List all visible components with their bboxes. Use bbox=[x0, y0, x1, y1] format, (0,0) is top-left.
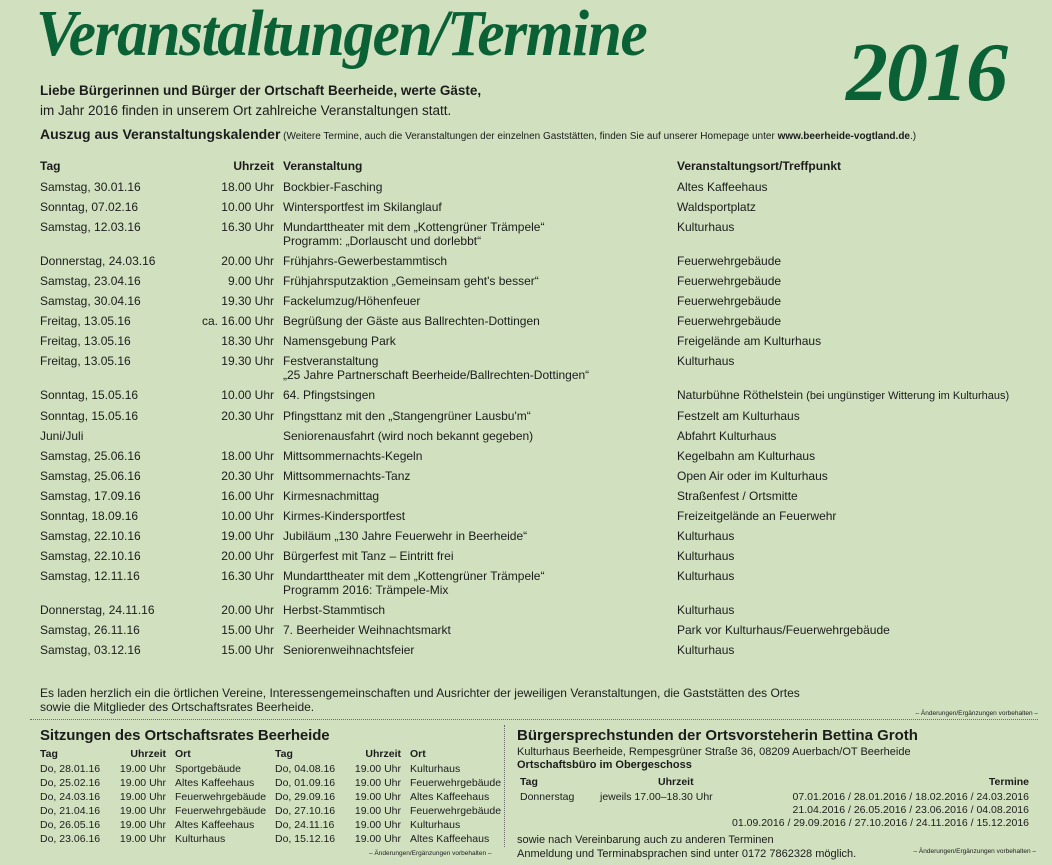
event-subtitle-line: Programm 2016: Trämpele-Mix bbox=[283, 583, 449, 597]
event-day: Freitag, 13.05.16 bbox=[40, 354, 131, 368]
event-day: Juni/Juli bbox=[40, 429, 84, 443]
event-day: Donnerstag, 24.03.16 bbox=[40, 254, 156, 268]
event-location bbox=[653, 294, 1040, 308]
page-title: Veranstaltungen/Termine bbox=[36, 0, 647, 70]
event-time: 10.00 Uhr bbox=[221, 509, 274, 523]
event-location-name: Kulturhaus bbox=[677, 569, 735, 583]
events-table-body bbox=[40, 177, 1040, 660]
office-dates-line: 21.04.2016 / 26.05.2016 / 23.06.2016 / 04.08.2016 bbox=[792, 804, 1029, 816]
council-day: Do, 23.06.16 bbox=[40, 833, 101, 845]
event-location bbox=[653, 623, 1040, 637]
event-day: Samstag, 17.09.16 bbox=[40, 489, 141, 503]
intro-text: im Jahr 2016 finden in unserem Ort zahlreiche Veranstaltungen statt. bbox=[40, 103, 452, 118]
event-time: 16.30 Uhr bbox=[221, 220, 274, 234]
council-header-row bbox=[275, 747, 501, 762]
event-title-line: Frühjahrsputzaktion „Gemeinsam geht's besser“ bbox=[283, 274, 539, 288]
event-title-line: Wintersportfest im Skilanglauf bbox=[283, 200, 442, 214]
event-title bbox=[274, 388, 653, 403]
event-title bbox=[274, 200, 653, 214]
event-title-line: Frühjahrs-Gewerbestammtisch bbox=[283, 254, 448, 268]
council-day: Do, 21.04.16 bbox=[40, 805, 101, 817]
event-day: Samstag, 25.06.16 bbox=[40, 469, 141, 483]
council-day: Do, 26.05.16 bbox=[40, 819, 101, 831]
council-location: Altes Kaffeehaus bbox=[410, 833, 490, 845]
event-time: 20.30 Uhr bbox=[221, 469, 274, 483]
event-day: Samstag, 12.03.16 bbox=[40, 220, 141, 234]
event-location-name: Kulturhaus bbox=[677, 529, 735, 543]
event-day: Samstag, 26.11.16 bbox=[40, 623, 140, 637]
event-row bbox=[40, 546, 1040, 566]
invitation-text bbox=[40, 686, 800, 714]
event-time: 20.00 Uhr bbox=[221, 603, 274, 617]
event-title bbox=[274, 603, 653, 617]
event-time: 18.00 Uhr bbox=[221, 180, 274, 194]
event-location-name: Freigelände am Kulturhaus bbox=[677, 334, 822, 348]
event-title-line: Seniorenweihnachtsfeier bbox=[283, 643, 415, 657]
event-location-name: Kulturhaus bbox=[677, 643, 735, 657]
event-location-name: Open Air oder im Kulturhaus bbox=[677, 469, 828, 483]
header-day: Tag bbox=[40, 159, 61, 173]
event-title bbox=[274, 549, 653, 563]
council-row bbox=[40, 776, 266, 790]
event-row bbox=[40, 466, 1040, 486]
council-header-row bbox=[40, 747, 266, 762]
invitation-line-1: Es laden herzlich ein die örtlichen Vereine, Interessengemeinschaften und Ausrichter der jeweiligen Veranstaltungen, die Gaststätten des Ortes bbox=[40, 686, 800, 700]
event-title-line: Fackelumzug/Höhenfeuer bbox=[283, 294, 421, 308]
event-row bbox=[40, 446, 1040, 466]
event-location-name: Straßenfest / Ortsmitte bbox=[677, 489, 798, 503]
event-location bbox=[653, 200, 1040, 214]
office-time: jeweils 17.00–18.30 Uhr bbox=[600, 791, 713, 803]
council-row bbox=[40, 762, 266, 776]
event-time: 16.00 Uhr bbox=[221, 489, 274, 503]
event-location-name: Feuerwehrgebäude bbox=[677, 254, 782, 268]
event-title bbox=[274, 220, 653, 248]
event-location-note: (bei ungünstiger Witterung im Kulturhaus) bbox=[803, 390, 1010, 402]
event-title bbox=[274, 509, 653, 523]
event-title bbox=[274, 469, 653, 483]
council-time: 19.00 Uhr bbox=[354, 805, 401, 817]
event-title-line: Seniorenausfahrt (wird noch bekannt gegeben) bbox=[283, 429, 534, 443]
event-title bbox=[274, 314, 653, 328]
event-day: Donnerstag, 24.11.16 bbox=[40, 603, 155, 617]
event-title bbox=[274, 274, 653, 288]
council-title: Sitzungen des Ortschaftsrates Beerheide bbox=[40, 727, 330, 744]
event-location bbox=[653, 314, 1040, 328]
event-day: Sonntag, 15.05.16 bbox=[40, 388, 139, 402]
event-day: Samstag, 12.11.16 bbox=[40, 569, 140, 583]
council-time: 19.00 Uhr bbox=[354, 833, 401, 845]
header-time: Uhrzeit bbox=[658, 776, 694, 788]
event-title-line: Mundarttheater mit dem „Kottengrüner Trämpele“ bbox=[283, 220, 545, 234]
header-location: Ort bbox=[175, 748, 191, 760]
event-day: Sonntag, 18.09.16 bbox=[40, 509, 139, 523]
council-time: 19.00 Uhr bbox=[354, 819, 401, 831]
council-time: 19.00 Uhr bbox=[119, 833, 166, 845]
event-location-name: Kulturhaus bbox=[677, 549, 735, 563]
office-hours-title: Bürgersprechstunden der Ortsvorsteherin Bettina Groth bbox=[517, 727, 918, 744]
office-hours-section bbox=[517, 727, 1029, 861]
event-time: 10.00 Uhr bbox=[221, 388, 274, 402]
header-event: Veranstaltung bbox=[283, 159, 363, 173]
event-row bbox=[40, 526, 1040, 546]
event-location-name: Freizeitgelände an Feuerwehr bbox=[677, 509, 837, 523]
council-row bbox=[40, 790, 266, 804]
excerpt-title: Auszug aus Veranstaltungskalender bbox=[40, 126, 281, 142]
event-time: 19.30 Uhr bbox=[221, 294, 274, 308]
event-location bbox=[653, 220, 1040, 248]
council-location: Feuerwehrgebäude bbox=[175, 791, 267, 803]
council-location: Sportgebäude bbox=[175, 763, 241, 775]
event-time: 18.00 Uhr bbox=[221, 449, 274, 463]
council-time: 19.00 Uhr bbox=[119, 777, 166, 789]
event-title-line: Mundarttheater mit dem „Kottengrüner Trämpele“ bbox=[283, 569, 545, 583]
office-address: Kulturhaus Beerheide, Rempesgrüner Straße 36, 08209 Auerbach/OT Beerheide bbox=[517, 746, 911, 758]
council-location: Altes Kaffeehaus bbox=[175, 777, 255, 789]
event-time: 9.00 Uhr bbox=[227, 274, 274, 288]
event-location-name: Park vor Kulturhaus/Feuerwehrgebäude bbox=[677, 623, 890, 637]
event-title-line: Mittsommernachts-Kegeln bbox=[283, 449, 423, 463]
event-day: Samstag, 22.10.16 bbox=[40, 529, 141, 543]
event-location-name: Abfahrt Kulturhaus bbox=[677, 429, 777, 443]
event-location bbox=[653, 274, 1040, 288]
event-location-name: Kulturhaus bbox=[677, 220, 735, 234]
events-table bbox=[40, 156, 1040, 660]
event-time: 18.30 Uhr bbox=[221, 334, 274, 348]
event-time: 19.00 Uhr bbox=[221, 529, 274, 543]
event-row bbox=[40, 271, 1040, 291]
event-time: 16.30 Uhr bbox=[221, 569, 274, 583]
council-row bbox=[275, 776, 501, 790]
council-row bbox=[40, 818, 266, 832]
council-day: Do, 01.09.16 bbox=[275, 777, 336, 789]
council-day: Do, 24.11.16 bbox=[275, 819, 335, 831]
event-location bbox=[653, 469, 1040, 483]
event-location bbox=[653, 643, 1040, 657]
event-row bbox=[40, 291, 1040, 311]
event-day: Samstag, 25.06.16 bbox=[40, 449, 141, 463]
event-location bbox=[653, 529, 1040, 543]
event-time: 20.00 Uhr bbox=[221, 549, 274, 563]
event-title bbox=[274, 643, 653, 657]
excerpt-close: .) bbox=[910, 131, 917, 142]
event-location bbox=[653, 489, 1040, 503]
event-title-line: Bürgerfest mit Tanz – Eintritt frei bbox=[283, 549, 454, 563]
header-location: Veranstaltungsort/Treffpunkt bbox=[677, 159, 842, 173]
header-dates: Termine bbox=[988, 776, 1029, 788]
event-row bbox=[40, 217, 1040, 251]
event-time: 15.00 Uhr bbox=[221, 643, 274, 657]
event-title-line: Kirmes-Kindersportfest bbox=[283, 509, 406, 523]
event-row bbox=[40, 486, 1040, 506]
event-title bbox=[274, 429, 653, 443]
header-location: Ort bbox=[410, 748, 426, 760]
event-subtitle-line: Programm: „Dorlauscht und dorlebbt“ bbox=[283, 234, 482, 248]
event-row bbox=[40, 620, 1040, 640]
event-row bbox=[40, 331, 1040, 351]
event-row bbox=[40, 640, 1040, 660]
council-row bbox=[275, 804, 501, 818]
event-location bbox=[653, 180, 1040, 194]
event-location-name: Festzelt am Kulturhaus bbox=[677, 409, 800, 423]
event-title-line: Mittsommernachts-Tanz bbox=[283, 469, 411, 483]
event-location-name: Kulturhaus bbox=[677, 603, 735, 617]
dotted-divider bbox=[30, 719, 1038, 720]
event-title bbox=[274, 354, 653, 382]
event-day: Samstag, 30.01.16 bbox=[40, 180, 141, 194]
council-location: Altes Kaffeehaus bbox=[410, 791, 490, 803]
event-day: Samstag, 22.10.16 bbox=[40, 549, 141, 563]
events-table-header bbox=[40, 156, 1040, 177]
event-title-line: Begrüßung der Gäste aus Ballrechten-Dottingen bbox=[283, 314, 540, 328]
event-row bbox=[40, 426, 1040, 446]
event-row bbox=[40, 351, 1040, 385]
header-day: Tag bbox=[275, 748, 293, 760]
event-row bbox=[40, 177, 1040, 197]
event-title bbox=[274, 409, 653, 423]
council-day: Do, 24.03.16 bbox=[40, 791, 101, 803]
event-row bbox=[40, 251, 1040, 271]
event-location-name: Naturbühne Röthelstein bbox=[677, 388, 804, 402]
excerpt-line bbox=[40, 126, 916, 144]
council-day: Do, 04.08.16 bbox=[275, 763, 336, 775]
event-location bbox=[653, 449, 1040, 463]
event-title bbox=[274, 449, 653, 463]
event-location-name: Feuerwehrgebäude bbox=[677, 274, 782, 288]
event-location-name: Feuerwehrgebäude bbox=[677, 314, 782, 328]
event-time: 19.30 Uhr bbox=[221, 354, 274, 368]
council-row bbox=[275, 832, 501, 846]
event-title bbox=[274, 180, 653, 194]
header-time: Uhrzeit bbox=[130, 748, 166, 760]
excerpt-note: (Weitere Termine, auch die Veranstaltungen der einzelnen Gaststätten, finden Sie auf unserer Homepage unter bbox=[280, 131, 778, 142]
event-location-name: Feuerwehrgebäude bbox=[677, 294, 782, 308]
council-day: Do, 15.12.16 bbox=[275, 833, 336, 845]
event-row bbox=[40, 385, 1040, 406]
council-day: Do, 25.02.16 bbox=[40, 777, 101, 789]
disclaimer-events: – Änderungen/Ergänzungen vorbehalten – bbox=[915, 710, 1038, 717]
event-day: Sonntag, 07.02.16 bbox=[40, 200, 139, 214]
dotted-vertical-divider bbox=[504, 725, 505, 847]
council-location: Kulturhaus bbox=[410, 819, 461, 831]
office-hours-row bbox=[517, 791, 1029, 833]
event-location-name: Kegelbahn am Kulturhaus bbox=[677, 449, 816, 463]
event-time: ca. 16.00 Uhr bbox=[201, 314, 274, 328]
event-location-name: Waldsportplatz bbox=[677, 200, 756, 214]
invitation-line-2: sowie die Mitglieder des Ortschaftsrates Beerheide. bbox=[40, 700, 315, 714]
event-title-line: Bockbier-Fasching bbox=[283, 180, 383, 194]
council-row bbox=[40, 832, 266, 846]
office-hours-header bbox=[517, 776, 1029, 791]
council-location: Feuerwehrgebäude bbox=[410, 805, 502, 817]
council-location: Kulturhaus bbox=[410, 763, 461, 775]
council-day: Do, 28.01.16 bbox=[40, 763, 101, 775]
event-day: Samstag, 03.12.16 bbox=[40, 643, 141, 657]
council-time: 19.00 Uhr bbox=[119, 819, 166, 831]
council-time: 19.00 Uhr bbox=[119, 763, 166, 775]
event-title bbox=[274, 334, 653, 348]
office-dates-line: 01.09.2016 / 29.09.2016 / 27.10.2016 / 24.11.2016 / 15.12.2016 bbox=[732, 817, 1029, 829]
event-location bbox=[653, 334, 1040, 348]
event-location-name: Altes Kaffeehaus bbox=[677, 180, 768, 194]
event-day: Freitag, 13.05.16 bbox=[40, 334, 131, 348]
event-row bbox=[40, 600, 1040, 620]
council-day: Do, 29.09.16 bbox=[275, 791, 336, 803]
council-meetings-section bbox=[40, 727, 502, 845]
council-time: 19.00 Uhr bbox=[354, 763, 401, 775]
event-row bbox=[40, 506, 1040, 526]
event-title-line: 64. Pfingstsingen bbox=[283, 388, 376, 402]
council-time: 19.00 Uhr bbox=[119, 791, 166, 803]
event-title-line: Festveranstaltung bbox=[283, 354, 379, 368]
council-location: Feuerwehrgebäude bbox=[175, 805, 267, 817]
office-note-1: sowie nach Vereinbarung auch zu anderen Terminen bbox=[517, 834, 774, 846]
event-time bbox=[190, 429, 274, 443]
event-day: Samstag, 30.04.16 bbox=[40, 294, 141, 308]
council-location: Altes Kaffeehaus bbox=[175, 819, 255, 831]
greeting: Liebe Bürgerinnen und Bürger der Ortschaft Beerheide, werte Gäste, bbox=[40, 83, 482, 98]
event-location bbox=[653, 388, 1040, 403]
event-day: Samstag, 23.04.16 bbox=[40, 274, 141, 288]
event-title bbox=[274, 489, 653, 503]
header-time: Uhrzeit bbox=[365, 748, 401, 760]
event-row bbox=[40, 566, 1040, 600]
event-time: 15.00 Uhr bbox=[221, 623, 274, 637]
event-location bbox=[653, 549, 1040, 563]
council-location: Feuerwehrgebäude bbox=[410, 777, 502, 789]
event-location-name: Kulturhaus bbox=[677, 354, 735, 368]
event-time: 20.30 Uhr bbox=[221, 409, 274, 423]
header-day: Tag bbox=[40, 748, 58, 760]
event-row bbox=[40, 311, 1040, 331]
event-location bbox=[653, 354, 1040, 382]
event-title-line: Kirmesnachmittag bbox=[283, 489, 380, 503]
event-title bbox=[274, 294, 653, 308]
event-location bbox=[653, 409, 1040, 423]
office-day: Donnerstag bbox=[520, 791, 575, 803]
event-subtitle-line: „25 Jahre Partnerschaft Beerheide/Ballrechten-Dottingen“ bbox=[283, 368, 590, 382]
homepage-link[interactable]: www.beerheide-vogtland.de bbox=[777, 131, 910, 142]
event-title-line: Namensgebung Park bbox=[283, 334, 396, 348]
disclaimer-office: – Änderungen/Ergänzungen vorbehalten – bbox=[913, 848, 1036, 855]
event-location bbox=[653, 429, 1040, 443]
year-heading: 2016 bbox=[846, 26, 1006, 119]
council-location: Kulturhaus bbox=[175, 833, 226, 845]
event-time: 20.00 Uhr bbox=[221, 254, 274, 268]
council-column-right bbox=[275, 747, 501, 846]
council-row bbox=[275, 818, 501, 832]
event-time: 10.00 Uhr bbox=[221, 200, 274, 214]
event-title-line: Pfingsttanz mit den „Stangengrüner Lausbu'm“ bbox=[283, 409, 531, 423]
council-row bbox=[40, 804, 266, 818]
event-title-line: Herbst-Stammtisch bbox=[283, 603, 386, 617]
council-time: 19.00 Uhr bbox=[119, 805, 166, 817]
event-title-line: Jubiläum „130 Jahre Feuerwehr in Beerheide“ bbox=[283, 529, 528, 543]
office-note-2: Anmeldung und Terminabsprachen sind unter 0172 7862328 möglich. bbox=[517, 848, 857, 860]
disclaimer-council: – Änderungen/Ergänzungen vorbehalten – bbox=[369, 850, 492, 857]
council-row bbox=[275, 790, 501, 804]
council-row bbox=[275, 762, 501, 776]
header-time: Uhrzeit bbox=[233, 159, 274, 173]
council-column-left bbox=[40, 747, 266, 846]
event-location bbox=[653, 254, 1040, 268]
event-title bbox=[274, 623, 653, 637]
office-floor: Ortschaftsbüro im Obergeschoss bbox=[517, 759, 692, 771]
event-title bbox=[274, 569, 653, 597]
event-row bbox=[40, 197, 1040, 217]
office-dates-line: 07.01.2016 / 28.01.2016 / 18.02.2016 / 24.03.2016 bbox=[792, 791, 1029, 803]
event-row bbox=[40, 406, 1040, 426]
council-day: Do, 27.10.16 bbox=[275, 805, 336, 817]
event-location bbox=[653, 509, 1040, 523]
event-location bbox=[653, 603, 1040, 617]
council-time: 19.00 Uhr bbox=[354, 791, 401, 803]
event-day: Freitag, 13.05.16 bbox=[40, 314, 131, 328]
council-time: 19.00 Uhr bbox=[354, 777, 401, 789]
event-location bbox=[653, 569, 1040, 597]
event-title bbox=[274, 529, 653, 543]
event-title bbox=[274, 254, 653, 268]
event-title-line: 7. Beerheider Weihnachtsmarkt bbox=[283, 623, 451, 637]
event-day: Sonntag, 15.05.16 bbox=[40, 409, 139, 423]
header-day: Tag bbox=[520, 776, 538, 788]
office-dates bbox=[732, 791, 1029, 830]
